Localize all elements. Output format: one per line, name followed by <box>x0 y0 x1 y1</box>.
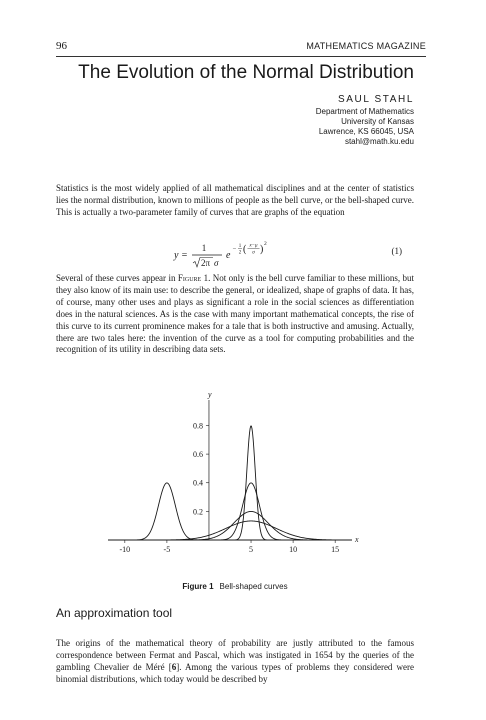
journal-name: MATHEMATICS MAGAZINE <box>306 41 426 51</box>
y-axis-label: y <box>207 390 212 399</box>
affiliation-email: stahl@math.ku.edu <box>344 137 414 146</box>
citation-ref: 6 <box>171 661 177 672</box>
article-title: The Evolution of the Normal Distribution <box>78 62 414 83</box>
x-tick-label: 10 <box>289 545 298 554</box>
x-tick-label: -10 <box>119 545 131 554</box>
y-tick-label: 0.4 <box>192 478 203 488</box>
page-number: 96 <box>56 40 67 52</box>
bell-curve-3 <box>108 483 352 540</box>
equation-exp-inner-den: σ <box>252 250 255 256</box>
approx-text-after-ref: ]. Among the various types of problems they considered were binomial distributions, which today would be described by <box>56 661 414 684</box>
running-head <box>56 40 426 56</box>
equation-exp-half-den: 2 <box>238 250 242 256</box>
equation-exp-inner-num: x−μ <box>249 243 258 249</box>
normal-density-equation <box>56 236 414 270</box>
bell-curve-2 <box>108 426 352 540</box>
affiliation-address: Lawrence, KS 66045, USA <box>318 127 414 136</box>
equation-exp-power: 2 <box>264 241 267 247</box>
x-tick-label: 15 <box>331 545 340 554</box>
bell-curve-4 <box>108 511 352 540</box>
author-affiliation <box>216 107 414 147</box>
y-tick-label: 0.2 <box>192 507 203 517</box>
equation-exp-sign: − <box>232 246 237 253</box>
equation-sigma: σ <box>214 258 219 268</box>
bell-curves-chart <box>100 390 360 580</box>
x-tick-label: 5 <box>249 545 254 554</box>
equation-numerator: 1 <box>201 243 207 253</box>
x-tick-label: -5 <box>163 545 171 554</box>
approx-text-before-ref: The origins of the mathematical theory of probability are justly attributed to the famous correspondence between Fermat and Pascal, which was instigated in 1654 by the queries of the gambling Chevalier de Méré [ <box>56 638 414 672</box>
x-axis-label: x <box>355 535 359 544</box>
body-paragraph <box>56 273 414 356</box>
equation-exp-rparen: ) <box>260 244 264 255</box>
affiliation-university: University of Kansas <box>341 117 414 126</box>
body-text-after-ref: . Not only is the bell curve familiar to these millions, but they also know of its main use: to describe the general, or idealized, shape of graphs of data. It has, of course, many other uses and plays as significant a role in the social sciences as differentiation does in the natural sciences. As is the case with many important mathematical concepts, the rise of this curve to its current prominence makes for a tale that is both instructive and amusing. Actually, there are two tales here: the invention of the curve as a tool for computing probabilities and the recognition of its utility in describing data sets. <box>56 273 414 355</box>
equation-sqrt-arg: 2π <box>201 258 211 268</box>
affiliation-department: Department of Mathematics <box>315 107 414 116</box>
author-name: SAUL STAHL <box>337 94 414 105</box>
figure-caption <box>56 582 414 591</box>
equation-exp-half-num: 1 <box>238 244 242 249</box>
figure-1 <box>100 390 360 580</box>
equation-exp-lparen: ( <box>243 244 247 255</box>
equation-number: (1) <box>391 246 402 256</box>
equation-svg <box>56 236 414 270</box>
bell-curve-1 <box>108 483 352 540</box>
figure-label: Figure 1 <box>182 582 214 591</box>
equation-lhs: y = <box>174 250 188 261</box>
approximation-paragraph <box>56 638 414 686</box>
equation-base-e: e <box>226 250 231 261</box>
intro-paragraph: Statistics is the most widely applied of all mathematical disciplines and at the center of statistics lies the normal distribution, known to millions of people as the bell curve, or the bell-shaped curve. This is actually a two-parameter family of curves that are graphs of the equation <box>56 183 414 217</box>
body-text-before-ref: Several of these curves appear in <box>56 273 178 283</box>
figure-caption-text: Bell-shaped curves <box>219 582 288 591</box>
section-heading: An approximation tool <box>56 606 173 620</box>
y-tick-label: 0.6 <box>192 450 203 460</box>
header-rule <box>56 56 426 57</box>
y-tick-label: 0.8 <box>192 421 203 431</box>
figure-reference: Figure 1 <box>177 273 209 283</box>
